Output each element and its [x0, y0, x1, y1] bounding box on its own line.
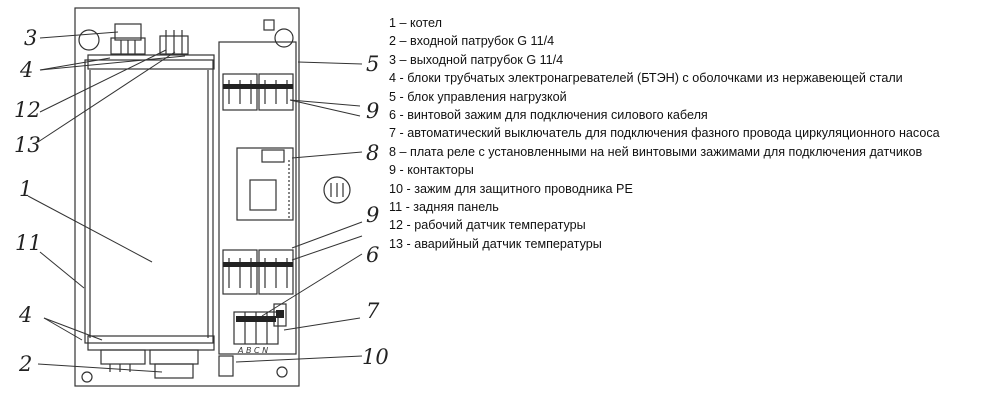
legend-item: 4 - блоки трубчатых электронагревателей (БТЭН) с оболочками из нержавеющей стали: [389, 71, 903, 86]
legend-item: 7 - автоматический выключатель для подключения фазного провода циркуляционного насоса: [389, 126, 940, 141]
callout-10: 10: [362, 345, 389, 369]
callout-5: 5: [366, 52, 380, 76]
legend-item: 9 - контакторы: [389, 163, 474, 178]
callout-9-top: 9: [366, 99, 380, 123]
callout-9-bottom: 9: [366, 203, 380, 227]
legend-item: 5 - блок управления нагрузкой: [389, 89, 567, 104]
legend-item: 1 – котел: [389, 16, 442, 30]
legend-item: 2 – входной патрубок G 11/4: [389, 34, 555, 49]
legend-list: [389, 14, 940, 253]
legend-item: 13 - аварийный датчик температуры: [389, 236, 602, 251]
callout-13: 13: [14, 133, 41, 157]
callout-4-bottom: 4: [19, 303, 33, 327]
mount-hole: [275, 29, 293, 47]
callout-3: 3: [24, 26, 38, 50]
inlet-pipe: [155, 364, 193, 378]
callout-7: 7: [366, 299, 380, 323]
relay-board: [237, 148, 293, 220]
legend-item: 12 - рабочий датчик температуры: [389, 218, 586, 233]
housing-outline: [75, 8, 299, 386]
callout-1: 1: [19, 177, 33, 201]
legend-item: 3 – выходной патрубок G 11/4: [389, 52, 564, 67]
callout-11: 11: [15, 231, 42, 255]
legend-item: 11 - задняя панель: [389, 200, 499, 215]
legend-item: 8 – плата реле с установленными на ней винтовыми зажимами для подключения датчиков: [389, 144, 923, 159]
terminal-letters: A B C N: [238, 346, 269, 355]
mount-hole: [79, 30, 99, 50]
legend-item: 6 - винтовой зажим для подключения силового кабеля: [389, 108, 708, 123]
legend-item: 10 - зажим для защитного проводника PE: [389, 181, 633, 196]
callout-12: 12: [14, 98, 41, 122]
boiler-body: [85, 60, 213, 343]
callout-6: 6: [366, 243, 380, 267]
callout-8: 8: [366, 141, 380, 165]
callout-2: 2: [19, 352, 33, 376]
pe-terminal: [219, 356, 233, 376]
callout-4: 4: [20, 58, 34, 82]
